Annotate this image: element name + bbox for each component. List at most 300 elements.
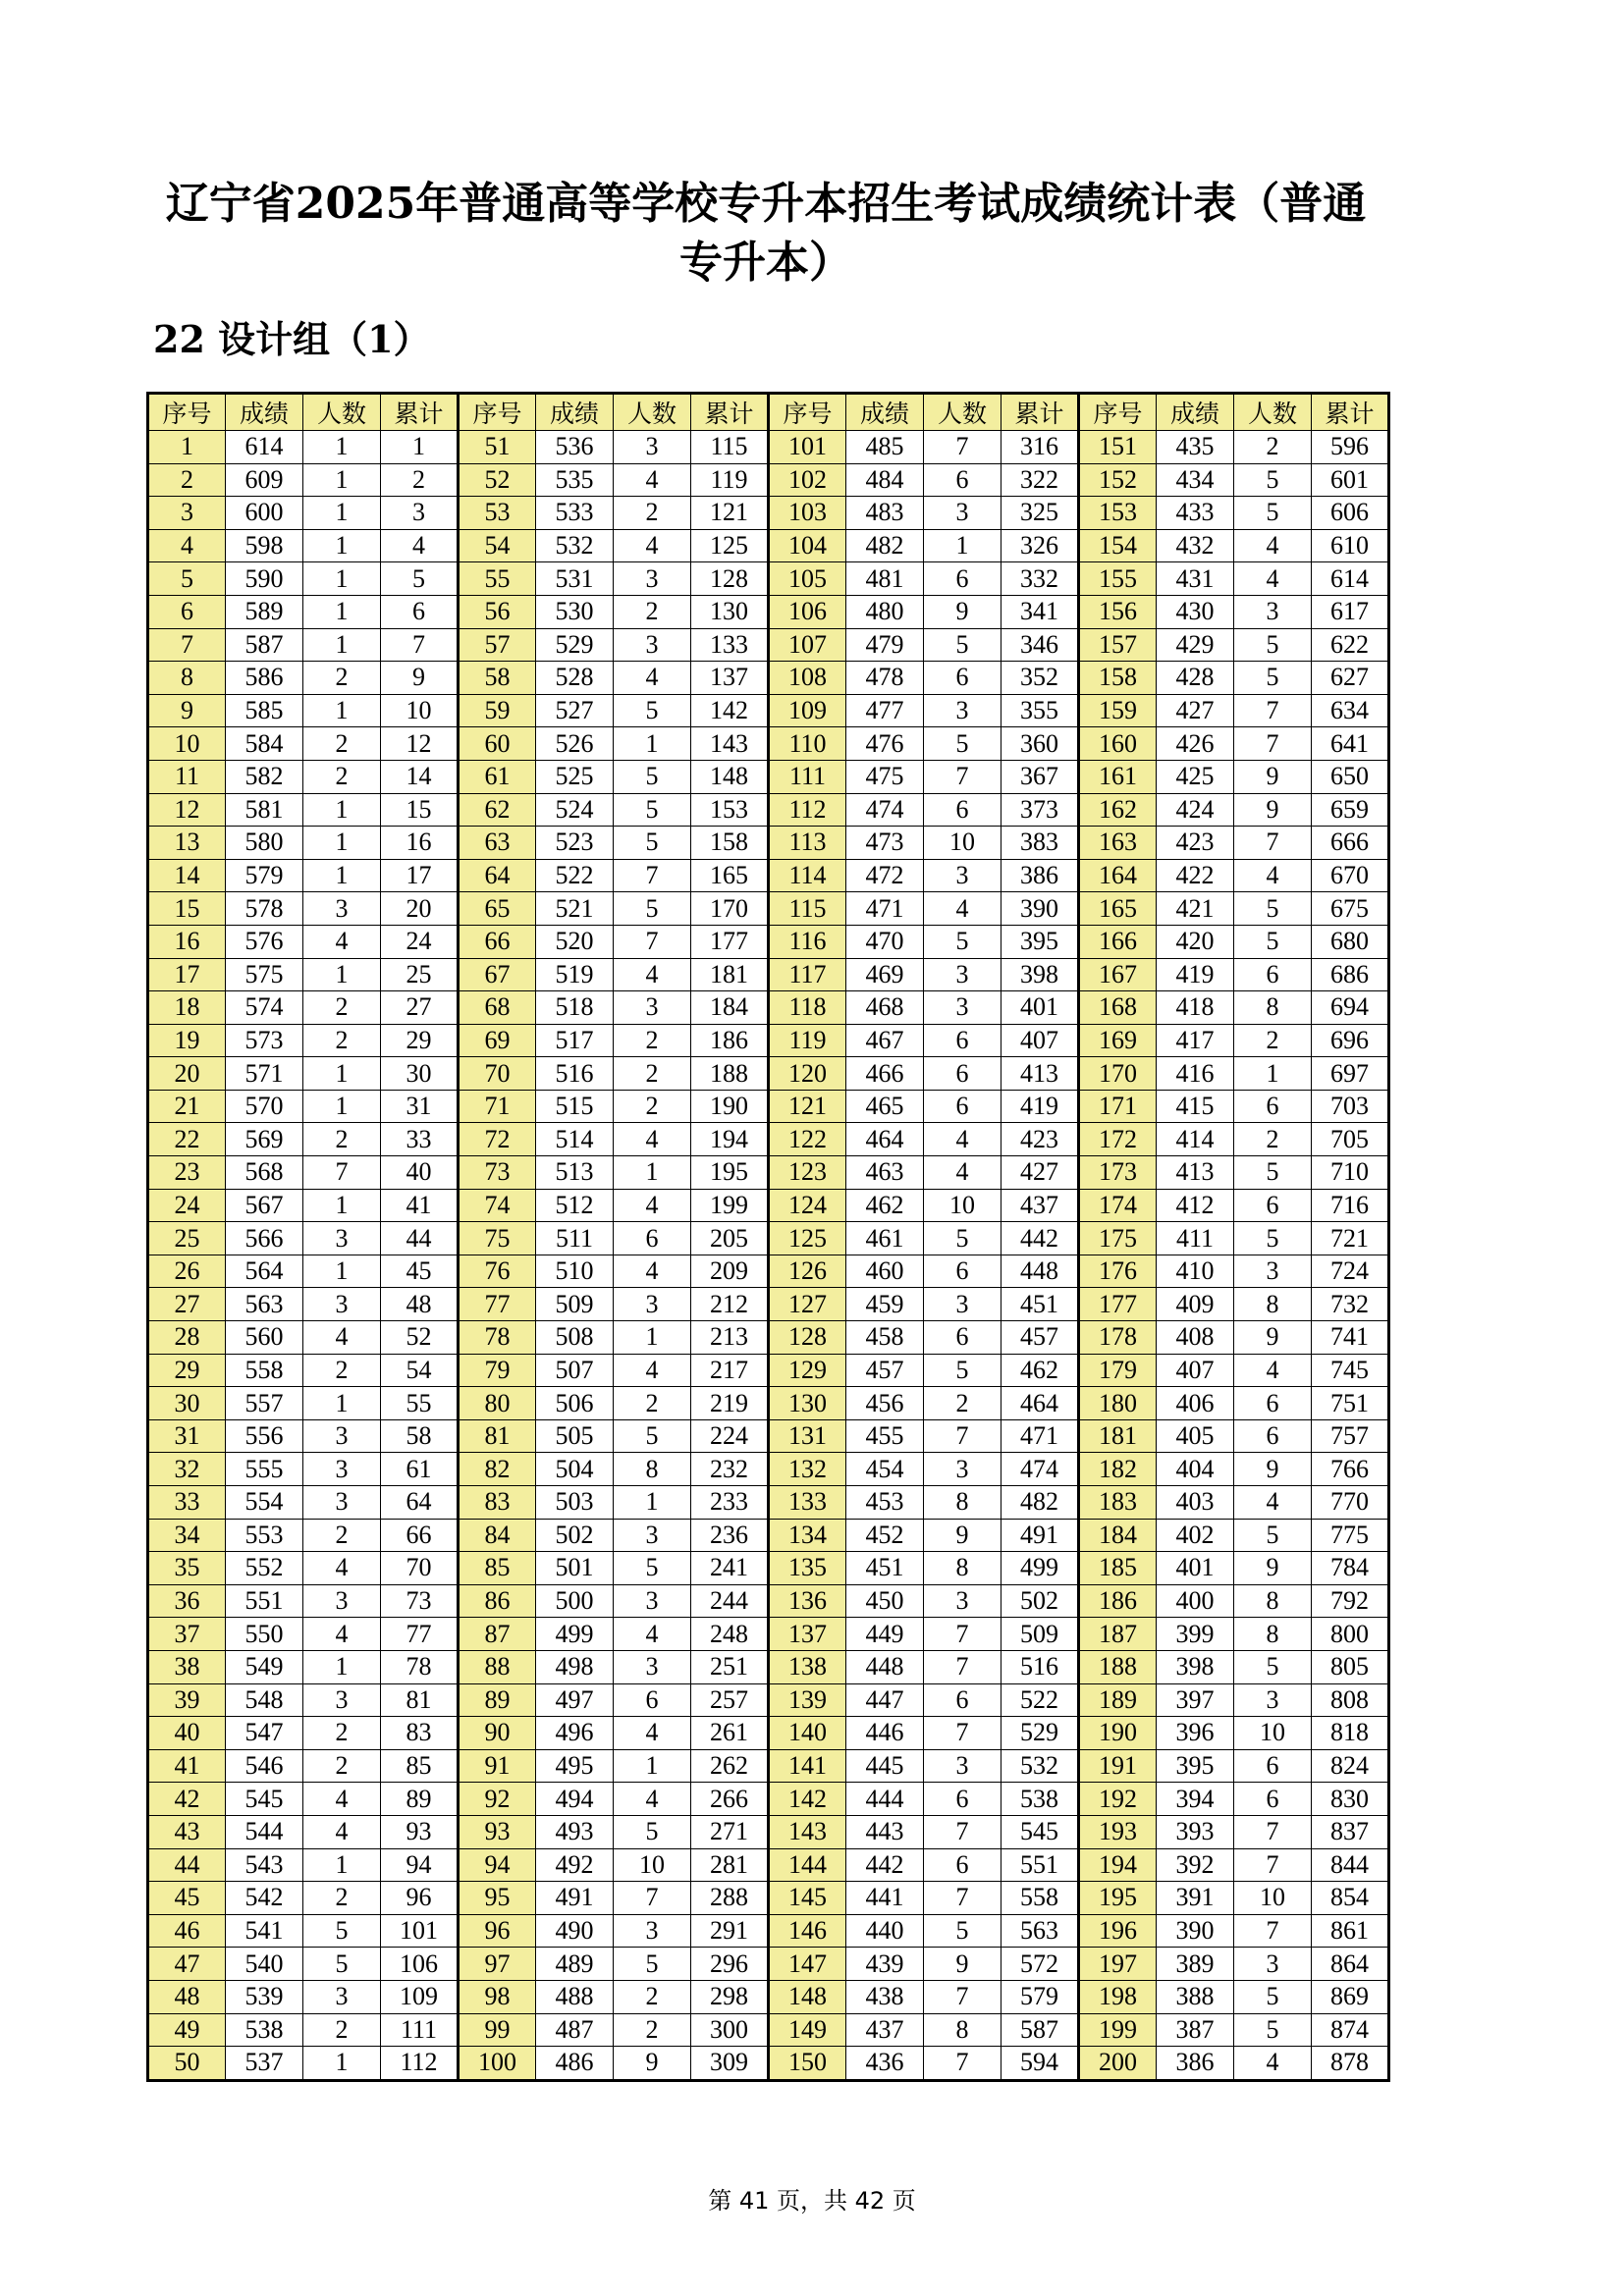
cumulative-cell: 703: [1312, 1090, 1389, 1123]
seq-cell: 160: [1079, 727, 1157, 761]
count-cell: 4: [614, 1189, 691, 1222]
cumulative-cell: 610: [1312, 529, 1389, 562]
seq-cell: 123: [769, 1156, 846, 1190]
count-cell: 2: [303, 760, 381, 793]
score-cell: 533: [536, 497, 614, 530]
score-cell: 479: [846, 628, 924, 662]
cumulative-cell: 471: [1001, 1419, 1079, 1453]
table-row: [148, 1288, 1389, 1321]
seq-cell: 169: [1079, 1024, 1157, 1057]
score-cell: 564: [226, 1255, 303, 1288]
seq-cell: 69: [459, 1024, 536, 1057]
score-cell: 520: [536, 925, 614, 958]
score-cell: 548: [226, 1683, 303, 1717]
table-row: [148, 760, 1389, 793]
count-cell: 7: [924, 1815, 1001, 1848]
count-cell: 3: [303, 1222, 381, 1255]
seq-cell: 96: [459, 1914, 536, 1948]
count-cell: 4: [614, 463, 691, 497]
table-row: [148, 925, 1389, 958]
count-cell: 6: [924, 1255, 1001, 1288]
cumulative-cell: 861: [1312, 1914, 1389, 1948]
seq-cell: 39: [148, 1683, 226, 1717]
column-header: 序号: [1079, 394, 1157, 431]
score-cell: 391: [1157, 1882, 1234, 1915]
count-cell: 4: [924, 892, 1001, 926]
seq-cell: 146: [769, 1914, 846, 1948]
count-cell: 9: [1234, 1321, 1312, 1355]
seq-cell: 11: [148, 760, 226, 793]
score-cell: 427: [1157, 694, 1234, 727]
count-cell: 4: [303, 1321, 381, 1355]
table-row: [148, 1123, 1389, 1156]
seq-cell: 185: [1079, 1552, 1157, 1585]
seq-cell: 165: [1079, 892, 1157, 926]
score-cell: 569: [226, 1123, 303, 1156]
cumulative-cell: 248: [691, 1618, 769, 1651]
cumulative-cell: 451: [1001, 1288, 1079, 1321]
score-cell: 539: [226, 1980, 303, 2013]
score-cell: 566: [226, 1222, 303, 1255]
seq-cell: 118: [769, 991, 846, 1025]
seq-cell: 67: [459, 958, 536, 991]
seq-cell: 25: [148, 1222, 226, 1255]
cumulative-cell: 529: [1001, 1717, 1079, 1750]
cumulative-cell: 224: [691, 1419, 769, 1453]
seq-cell: 141: [769, 1749, 846, 1783]
seq-cell: 33: [148, 1486, 226, 1520]
seq-cell: 196: [1079, 1914, 1157, 1948]
count-cell: 6: [924, 1848, 1001, 1882]
seq-cell: 102: [769, 463, 846, 497]
score-cell: 405: [1157, 1419, 1234, 1453]
seq-cell: 104: [769, 529, 846, 562]
count-cell: 5: [924, 628, 1001, 662]
score-cell: 462: [846, 1189, 924, 1222]
table-row: [148, 1024, 1389, 1057]
cumulative-cell: 551: [1001, 1848, 1079, 1882]
seq-cell: 44: [148, 1848, 226, 1882]
count-cell: 2: [303, 1354, 381, 1387]
count-cell: 2: [924, 1387, 1001, 1420]
score-cell: 444: [846, 1783, 924, 1816]
score-cell: 516: [536, 1057, 614, 1091]
score-cell: 495: [536, 1749, 614, 1783]
cumulative-cell: 165: [691, 859, 769, 892]
score-cell: 464: [846, 1123, 924, 1156]
cumulative-cell: 844: [1312, 1848, 1389, 1882]
cumulative-cell: 233: [691, 1486, 769, 1520]
cumulative-cell: 373: [1001, 793, 1079, 827]
seq-cell: 87: [459, 1618, 536, 1651]
table-row: [148, 1650, 1389, 1683]
seq-cell: 24: [148, 1189, 226, 1222]
count-cell: 5: [1234, 1156, 1312, 1190]
cumulative-cell: 41: [381, 1189, 459, 1222]
score-cell: 571: [226, 1057, 303, 1091]
count-cell: 10: [614, 1848, 691, 1882]
score-cell: 403: [1157, 1486, 1234, 1520]
count-cell: 2: [614, 595, 691, 628]
cumulative-cell: 650: [1312, 760, 1389, 793]
table-row: [148, 529, 1389, 562]
score-cell: 410: [1157, 1255, 1234, 1288]
seq-cell: 129: [769, 1354, 846, 1387]
count-cell: 7: [924, 760, 1001, 793]
count-cell: 6: [1234, 1189, 1312, 1222]
cumulative-cell: 177: [691, 925, 769, 958]
cumulative-cell: 251: [691, 1650, 769, 1683]
cumulative-cell: 137: [691, 662, 769, 695]
seq-cell: 89: [459, 1683, 536, 1717]
score-cell: 500: [536, 1584, 614, 1618]
score-cell: 525: [536, 760, 614, 793]
seq-cell: 113: [769, 827, 846, 860]
seq-cell: 154: [1079, 529, 1157, 562]
cumulative-cell: 271: [691, 1815, 769, 1848]
cumulative-cell: 81: [381, 1683, 459, 1717]
count-cell: 5: [1234, 662, 1312, 695]
score-cell: 461: [846, 1222, 924, 1255]
score-cell: 545: [226, 1783, 303, 1816]
count-cell: 3: [924, 859, 1001, 892]
seq-cell: 14: [148, 859, 226, 892]
count-cell: 2: [614, 1387, 691, 1420]
cumulative-cell: 675: [1312, 892, 1389, 926]
count-cell: 8: [1234, 1618, 1312, 1651]
count-cell: 1: [303, 694, 381, 727]
count-cell: 3: [614, 562, 691, 596]
count-cell: 3: [924, 1584, 1001, 1618]
count-cell: 3: [1234, 1255, 1312, 1288]
table-row: [148, 1552, 1389, 1585]
cumulative-cell: 153: [691, 793, 769, 827]
score-cell: 551: [226, 1584, 303, 1618]
cumulative-cell: 291: [691, 1914, 769, 1948]
score-cell: 426: [1157, 727, 1234, 761]
cumulative-cell: 805: [1312, 1650, 1389, 1683]
score-cell: 406: [1157, 1387, 1234, 1420]
count-cell: 1: [303, 1189, 381, 1222]
score-cell: 508: [536, 1321, 614, 1355]
cumulative-cell: 45: [381, 1255, 459, 1288]
count-cell: 1: [614, 1156, 691, 1190]
score-cell: 518: [536, 991, 614, 1025]
cumulative-cell: 532: [1001, 1749, 1079, 1783]
count-cell: 7: [1234, 1914, 1312, 1948]
count-cell: 2: [303, 1024, 381, 1057]
seq-cell: 43: [148, 1815, 226, 1848]
table-row: [148, 827, 1389, 860]
count-cell: 3: [614, 1288, 691, 1321]
seq-cell: 166: [1079, 925, 1157, 958]
table-row: [148, 1914, 1389, 1948]
seq-cell: 105: [769, 562, 846, 596]
count-cell: 6: [924, 1090, 1001, 1123]
cumulative-cell: 106: [381, 1948, 459, 1981]
count-cell: 6: [1234, 1387, 1312, 1420]
score-cell: 409: [1157, 1288, 1234, 1321]
cumulative-cell: 300: [691, 2013, 769, 2047]
score-cell: 411: [1157, 1222, 1234, 1255]
count-cell: 3: [614, 1650, 691, 1683]
score-cell: 413: [1157, 1156, 1234, 1190]
seq-cell: 68: [459, 991, 536, 1025]
seq-cell: 57: [459, 628, 536, 662]
cumulative-cell: 579: [1001, 1980, 1079, 2013]
score-cell: 408: [1157, 1321, 1234, 1355]
score-cell: 530: [536, 595, 614, 628]
score-cell: 517: [536, 1024, 614, 1057]
table-row: [148, 892, 1389, 926]
cumulative-cell: 352: [1001, 662, 1079, 695]
cumulative-cell: 257: [691, 1683, 769, 1717]
cumulative-cell: 115: [691, 431, 769, 464]
score-cell: 440: [846, 1914, 924, 1948]
score-cell: 523: [536, 827, 614, 860]
score-cell: 460: [846, 1255, 924, 1288]
cumulative-cell: 606: [1312, 497, 1389, 530]
seq-cell: 164: [1079, 859, 1157, 892]
seq-cell: 171: [1079, 1090, 1157, 1123]
column-header: 人数: [1234, 394, 1312, 431]
cumulative-cell: 266: [691, 1783, 769, 1816]
score-cell: 546: [226, 1749, 303, 1783]
score-cell: 433: [1157, 497, 1234, 530]
score-cell: 543: [226, 1848, 303, 1882]
cumulative-cell: 125: [691, 529, 769, 562]
count-cell: 7: [1234, 1815, 1312, 1848]
score-cell: 482: [846, 529, 924, 562]
count-cell: 8: [924, 1552, 1001, 1585]
seq-cell: 135: [769, 1552, 846, 1585]
count-cell: 9: [924, 1948, 1001, 1981]
count-cell: 5: [1234, 463, 1312, 497]
cumulative-cell: 864: [1312, 1948, 1389, 1981]
seq-cell: 110: [769, 727, 846, 761]
seq-cell: 116: [769, 925, 846, 958]
cumulative-cell: 2: [381, 463, 459, 497]
count-cell: 4: [1234, 1354, 1312, 1387]
table-row: [148, 1948, 1389, 1981]
seq-cell: 46: [148, 1914, 226, 1948]
table-row: [148, 1519, 1389, 1552]
cumulative-cell: 659: [1312, 793, 1389, 827]
cumulative-cell: 119: [691, 463, 769, 497]
count-cell: 5: [1234, 1222, 1312, 1255]
count-cell: 1: [614, 727, 691, 761]
column-header: 成绩: [226, 394, 303, 431]
cumulative-cell: 33: [381, 1123, 459, 1156]
score-cell: 407: [1157, 1354, 1234, 1387]
cumulative-cell: 217: [691, 1354, 769, 1387]
count-cell: 5: [614, 760, 691, 793]
cumulative-cell: 93: [381, 1815, 459, 1848]
cumulative-cell: 12: [381, 727, 459, 761]
score-cell: 580: [226, 827, 303, 860]
score-cell: 497: [536, 1683, 614, 1717]
count-cell: 3: [924, 497, 1001, 530]
score-cell: 468: [846, 991, 924, 1025]
seq-cell: 179: [1079, 1354, 1157, 1387]
score-cell: 453: [846, 1486, 924, 1520]
seq-cell: 143: [769, 1815, 846, 1848]
count-cell: 4: [303, 1552, 381, 1585]
cumulative-cell: 587: [1001, 2013, 1079, 2047]
score-cell: 428: [1157, 662, 1234, 695]
count-cell: 3: [1234, 595, 1312, 628]
count-cell: 9: [924, 595, 1001, 628]
seq-cell: 70: [459, 1057, 536, 1091]
seq-cell: 103: [769, 497, 846, 530]
table-row: [148, 2047, 1389, 2081]
cumulative-cell: 52: [381, 1321, 459, 1355]
table-row: [148, 1584, 1389, 1618]
score-cell: 493: [536, 1815, 614, 1848]
score-cell: 573: [226, 1024, 303, 1057]
seq-cell: 78: [459, 1321, 536, 1355]
table-row: [148, 1387, 1389, 1420]
cumulative-cell: 111: [381, 2013, 459, 2047]
seq-cell: 37: [148, 1618, 226, 1651]
cumulative-cell: 792: [1312, 1584, 1389, 1618]
seq-cell: 133: [769, 1486, 846, 1520]
cumulative-cell: 837: [1312, 1815, 1389, 1848]
score-cell: 431: [1157, 562, 1234, 596]
cumulative-cell: 288: [691, 1882, 769, 1915]
cumulative-cell: 596: [1312, 431, 1389, 464]
cumulative-cell: 4: [381, 529, 459, 562]
seq-cell: 163: [1079, 827, 1157, 860]
score-cell: 420: [1157, 925, 1234, 958]
cumulative-cell: 869: [1312, 1980, 1389, 2013]
seq-cell: 75: [459, 1222, 536, 1255]
cumulative-cell: 212: [691, 1288, 769, 1321]
cumulative-cell: 325: [1001, 497, 1079, 530]
count-cell: 7: [614, 925, 691, 958]
score-cell: 397: [1157, 1683, 1234, 1717]
score-cell: 486: [536, 2047, 614, 2081]
score-cell: 537: [226, 2047, 303, 2081]
seq-cell: 122: [769, 1123, 846, 1156]
score-cell: 456: [846, 1387, 924, 1420]
score-cell: 511: [536, 1222, 614, 1255]
table-row: [148, 2013, 1389, 2047]
cumulative-cell: 634: [1312, 694, 1389, 727]
cumulative-cell: 213: [691, 1321, 769, 1355]
cumulative-cell: 241: [691, 1552, 769, 1585]
column-header: 累计: [1312, 394, 1389, 431]
cumulative-cell: 261: [691, 1717, 769, 1750]
table-row: [148, 1783, 1389, 1816]
seq-cell: 81: [459, 1419, 536, 1453]
score-cell: 387: [1157, 2013, 1234, 2047]
count-cell: 9: [1234, 793, 1312, 827]
cumulative-cell: 482: [1001, 1486, 1079, 1520]
score-cell: 470: [846, 925, 924, 958]
cumulative-cell: 437: [1001, 1189, 1079, 1222]
table-row: [148, 1057, 1389, 1091]
score-cell: 598: [226, 529, 303, 562]
cumulative-cell: 499: [1001, 1552, 1079, 1585]
seq-cell: 26: [148, 1255, 226, 1288]
count-cell: 6: [614, 1683, 691, 1717]
column-header: 序号: [459, 394, 536, 431]
count-cell: 7: [924, 1980, 1001, 2013]
cumulative-cell: 627: [1312, 662, 1389, 695]
seq-cell: 176: [1079, 1255, 1157, 1288]
table-row: [148, 1848, 1389, 1882]
seq-cell: 156: [1079, 595, 1157, 628]
seq-cell: 183: [1079, 1486, 1157, 1520]
cumulative-cell: 386: [1001, 859, 1079, 892]
seq-cell: 167: [1079, 958, 1157, 991]
seq-cell: 189: [1079, 1683, 1157, 1717]
table-row: [148, 497, 1389, 530]
count-cell: 5: [1234, 628, 1312, 662]
count-cell: 2: [303, 1717, 381, 1750]
count-cell: 6: [1234, 1090, 1312, 1123]
seq-cell: 35: [148, 1552, 226, 1585]
cumulative-cell: 617: [1312, 595, 1389, 628]
score-cell: 505: [536, 1419, 614, 1453]
count-cell: 10: [924, 827, 1001, 860]
column-header: 人数: [614, 394, 691, 431]
table-row: [148, 1749, 1389, 1783]
cumulative-cell: 474: [1001, 1453, 1079, 1486]
count-cell: 9: [924, 1519, 1001, 1552]
cumulative-cell: 874: [1312, 2013, 1389, 2047]
cumulative-cell: 808: [1312, 1683, 1389, 1717]
count-cell: 6: [924, 562, 1001, 596]
count-cell: 4: [614, 1123, 691, 1156]
seq-cell: 63: [459, 827, 536, 860]
column-header: 成绩: [1157, 394, 1234, 431]
cumulative-cell: 558: [1001, 1882, 1079, 1915]
count-cell: 10: [1234, 1717, 1312, 1750]
seq-cell: 108: [769, 662, 846, 695]
seq-cell: 136: [769, 1584, 846, 1618]
score-cell: 586: [226, 662, 303, 695]
column-header: 序号: [769, 394, 846, 431]
cumulative-cell: 30: [381, 1057, 459, 1091]
score-cell: 526: [536, 727, 614, 761]
count-cell: 6: [924, 1683, 1001, 1717]
cumulative-cell: 5: [381, 562, 459, 596]
seq-cell: 42: [148, 1783, 226, 1816]
count-cell: 1: [303, 1848, 381, 1882]
seq-cell: 161: [1079, 760, 1157, 793]
cumulative-cell: 109: [381, 1980, 459, 2013]
score-cell: 437: [846, 2013, 924, 2047]
score-cell: 386: [1157, 2047, 1234, 2081]
cumulative-cell: 854: [1312, 1882, 1389, 1915]
table-row: [148, 727, 1389, 761]
count-cell: 5: [303, 1914, 381, 1948]
seq-cell: 157: [1079, 628, 1157, 662]
score-cell: 452: [846, 1519, 924, 1552]
count-cell: 1: [614, 1321, 691, 1355]
cumulative-cell: 61: [381, 1453, 459, 1486]
seq-cell: 151: [1079, 431, 1157, 464]
score-cell: 600: [226, 497, 303, 530]
cumulative-cell: 29: [381, 1024, 459, 1057]
table-row: [148, 628, 1389, 662]
count-cell: 2: [614, 497, 691, 530]
count-cell: 3: [1234, 1683, 1312, 1717]
seq-cell: 50: [148, 2047, 226, 2081]
count-cell: 3: [303, 892, 381, 926]
